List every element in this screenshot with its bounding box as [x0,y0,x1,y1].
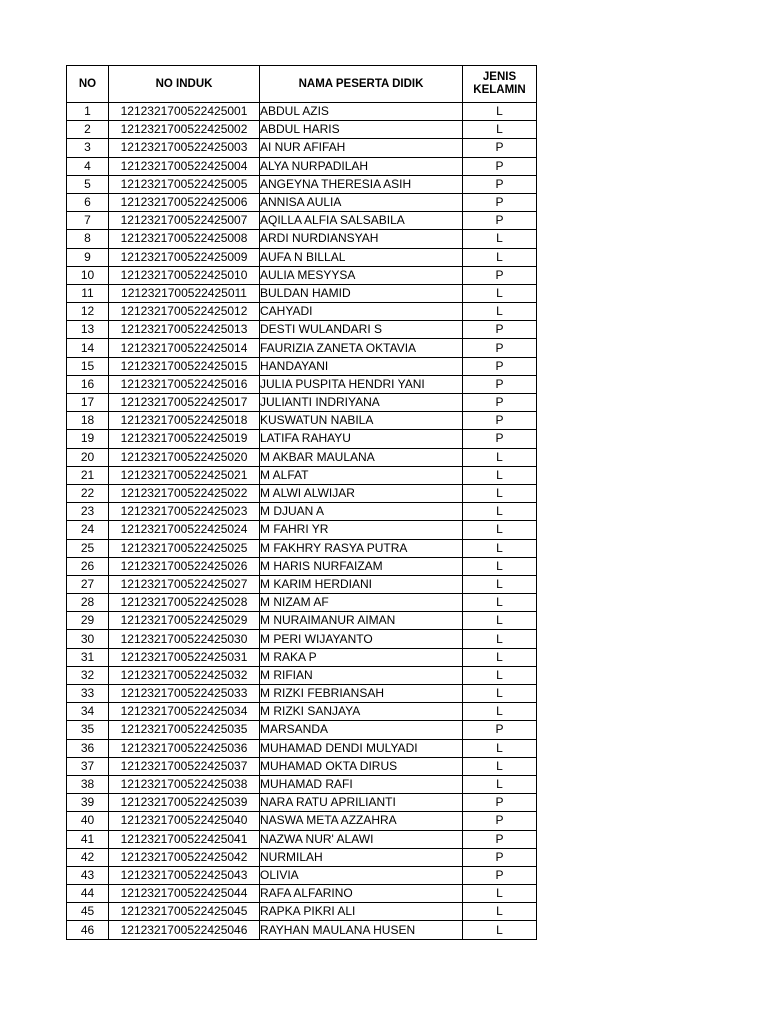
table-row [67,484,537,502]
cell-no-induk: 1212321700522425023 [109,503,260,521]
header-jenis-kelamin [463,66,537,103]
cell-no-induk: 1212321700522425022 [109,484,260,502]
cell-no-induk: 1212321700522425041 [109,830,260,848]
cell-nama: ANNISA AULIA [260,193,463,211]
cell-no: 21 [67,466,109,484]
cell-no-induk: 1212321700522425004 [109,157,260,175]
cell-no: 30 [67,630,109,648]
cell-no-induk: 1212321700522425017 [109,394,260,412]
cell-no-induk: 1212321700522425024 [109,521,260,539]
cell-no-induk: 1212321700522425010 [109,266,260,284]
cell-jenis-kelamin: L [463,539,537,557]
cell-nama: M KARIM HERDIANI [260,575,463,593]
cell-nama: M PERI WIJAYANTO [260,630,463,648]
header-row [67,66,537,103]
cell-no-induk: 1212321700522425002 [109,121,260,139]
cell-no-induk: 1212321700522425046 [109,921,260,939]
cell-jenis-kelamin: P [463,866,537,884]
cell-nama: OLIVIA [260,866,463,884]
cell-no: 44 [67,885,109,903]
cell-no: 41 [67,830,109,848]
cell-no-induk: 1212321700522425029 [109,612,260,630]
cell-no-induk: 1212321700522425030 [109,630,260,648]
cell-jenis-kelamin: L [463,921,537,939]
cell-jenis-kelamin: P [463,412,537,430]
cell-jenis-kelamin: P [463,721,537,739]
cell-nama: AI NUR AFIFAH [260,139,463,157]
cell-no: 39 [67,794,109,812]
cell-no-induk: 1212321700522425015 [109,357,260,375]
cell-jenis-kelamin: L [463,594,537,612]
table-row [67,521,537,539]
table-row [67,575,537,593]
cell-no-induk: 1212321700522425038 [109,775,260,793]
cell-jenis-kelamin: L [463,630,537,648]
cell-no-induk: 1212321700522425019 [109,430,260,448]
cell-nama: AUFA N BILLAL [260,248,463,266]
cell-jenis-kelamin: P [463,830,537,848]
cell-no: 36 [67,739,109,757]
cell-jenis-kelamin: L [463,557,537,575]
cell-jenis-kelamin: P [463,266,537,284]
cell-nama: ALYA NURPADILAH [260,157,463,175]
cell-no: 19 [67,430,109,448]
cell-jenis-kelamin: L [463,248,537,266]
cell-nama: M RAKA P [260,648,463,666]
table-row [67,921,537,939]
cell-nama: NAZWA NUR' ALAWI [260,830,463,848]
cell-nama: M NIZAM AF [260,594,463,612]
cell-no-induk: 1212321700522425018 [109,412,260,430]
cell-no-induk: 1212321700522425034 [109,703,260,721]
cell-jenis-kelamin: L [463,703,537,721]
cell-jenis-kelamin: L [463,284,537,302]
cell-nama: M HARIS NURFAIZAM [260,557,463,575]
cell-jenis-kelamin: L [463,466,537,484]
cell-jenis-kelamin: P [463,430,537,448]
cell-no-induk: 1212321700522425008 [109,230,260,248]
cell-no-induk: 1212321700522425037 [109,757,260,775]
table-row [67,539,537,557]
cell-no: 15 [67,357,109,375]
cell-no: 7 [67,212,109,230]
table-row [67,394,537,412]
cell-no: 38 [67,775,109,793]
cell-no-induk: 1212321700522425001 [109,103,260,121]
cell-no: 12 [67,303,109,321]
cell-jenis-kelamin: P [463,394,537,412]
cell-jenis-kelamin: L [463,648,537,666]
cell-nama: NASWA META AZZAHRA [260,812,463,830]
table-row [67,193,537,211]
cell-no-induk: 1212321700522425011 [109,284,260,302]
student-roster-table [66,65,537,940]
cell-no: 46 [67,921,109,939]
cell-jenis-kelamin: L [463,666,537,684]
cell-no-induk: 1212321700522425027 [109,575,260,593]
cell-nama: M NURAIMANUR AIMAN [260,612,463,630]
cell-jenis-kelamin: L [463,757,537,775]
cell-nama: NURMILAH [260,848,463,866]
table-row [67,284,537,302]
cell-jenis-kelamin: P [463,212,537,230]
cell-nama: NARA RATU APRILIANTI [260,794,463,812]
cell-no-induk: 1212321700522425032 [109,666,260,684]
header-jenis-kelamin-line2: KELAMIN [473,84,526,96]
cell-no-induk: 1212321700522425014 [109,339,260,357]
table-row [67,848,537,866]
cell-nama: MUHAMAD RAFI [260,775,463,793]
cell-jenis-kelamin: L [463,521,537,539]
table-row [67,412,537,430]
cell-jenis-kelamin: P [463,375,537,393]
cell-no: 22 [67,484,109,502]
table-row [67,830,537,848]
cell-jenis-kelamin: L [463,103,537,121]
table-row [67,339,537,357]
cell-nama: ANGEYNA THERESIA ASIH [260,175,463,193]
cell-no: 35 [67,721,109,739]
table-row [67,139,537,157]
cell-nama: ARDI NURDIANSYAH [260,230,463,248]
header-nama-peserta-didik: NAMA PESERTA DIDIK [260,66,463,103]
cell-no-induk: 1212321700522425036 [109,739,260,757]
cell-no: 16 [67,375,109,393]
table-row [67,430,537,448]
cell-jenis-kelamin: P [463,848,537,866]
cell-no: 14 [67,339,109,357]
cell-no-induk: 1212321700522425042 [109,848,260,866]
header-no-induk: NO INDUK [109,66,260,103]
table-row [67,321,537,339]
cell-no: 43 [67,866,109,884]
cell-nama: ABDUL AZIS [260,103,463,121]
table-row [67,757,537,775]
cell-no-induk: 1212321700522425028 [109,594,260,612]
cell-nama: M RIFIAN [260,666,463,684]
cell-no-induk: 1212321700522425040 [109,812,260,830]
cell-nama: MARSANDA [260,721,463,739]
cell-no: 9 [67,248,109,266]
cell-nama: HANDAYANI [260,357,463,375]
cell-no-induk: 1212321700522425043 [109,866,260,884]
cell-no-induk: 1212321700522425009 [109,248,260,266]
table-row [67,703,537,721]
cell-nama: M RIZKI SANJAYA [260,703,463,721]
cell-nama: M DJUAN A [260,503,463,521]
cell-jenis-kelamin: P [463,339,537,357]
cell-nama: M ALFAT [260,466,463,484]
cell-no-induk: 1212321700522425025 [109,539,260,557]
cell-nama: CAHYADI [260,303,463,321]
cell-no: 32 [67,666,109,684]
cell-no-induk: 1212321700522425006 [109,193,260,211]
table-header [67,66,537,103]
table-row [67,466,537,484]
table-row [67,648,537,666]
cell-jenis-kelamin: L [463,503,537,521]
cell-nama: DESTI WULANDARI S [260,321,463,339]
table-row [67,121,537,139]
cell-nama: JULIA PUSPITA HENDRI YANI [260,375,463,393]
table-row [67,375,537,393]
cell-no: 25 [67,539,109,557]
cell-nama: BULDAN HAMID [260,284,463,302]
cell-no: 13 [67,321,109,339]
cell-nama: RAFA ALFARINO [260,885,463,903]
table-row [67,175,537,193]
cell-no-induk: 1212321700522425035 [109,721,260,739]
table-row [67,794,537,812]
cell-no: 24 [67,521,109,539]
cell-no: 26 [67,557,109,575]
cell-jenis-kelamin: P [463,321,537,339]
table-row [67,594,537,612]
cell-no: 31 [67,648,109,666]
cell-nama: M FAKHRY RASYA PUTRA [260,539,463,557]
cell-no: 1 [67,103,109,121]
cell-no: 11 [67,284,109,302]
cell-nama: MUHAMAD OKTA DIRUS [260,757,463,775]
table-row [67,230,537,248]
cell-jenis-kelamin: L [463,484,537,502]
cell-jenis-kelamin: L [463,448,537,466]
cell-no: 18 [67,412,109,430]
cell-no-induk: 1212321700522425007 [109,212,260,230]
table-body [67,103,537,940]
table-row [67,721,537,739]
cell-no: 42 [67,848,109,866]
table-row [67,630,537,648]
table-row [67,866,537,884]
cell-no-induk: 1212321700522425033 [109,685,260,703]
header-jenis-kelamin-line1: JENIS [482,71,517,83]
cell-nama: M RIZKI FEBRIANSAH [260,685,463,703]
cell-nama: KUSWATUN NABILA [260,412,463,430]
cell-no: 17 [67,394,109,412]
table-row [67,248,537,266]
table-row [67,557,537,575]
table-row [67,612,537,630]
cell-nama: FAURIZIA ZANETA OKTAVIA [260,339,463,357]
cell-no: 5 [67,175,109,193]
cell-nama: ABDUL HARIS [260,121,463,139]
cell-nama: M FAHRI YR [260,521,463,539]
cell-no: 10 [67,266,109,284]
cell-jenis-kelamin: L [463,885,537,903]
cell-nama: M AKBAR MAULANA [260,448,463,466]
cell-jenis-kelamin: L [463,903,537,921]
table-row [67,903,537,921]
cell-no-induk: 1212321700522425016 [109,375,260,393]
cell-no-induk: 1212321700522425021 [109,466,260,484]
cell-nama: AQILLA ALFIA SALSABILA [260,212,463,230]
cell-nama: M ALWI ALWIJAR [260,484,463,502]
cell-jenis-kelamin: P [463,175,537,193]
cell-jenis-kelamin: L [463,575,537,593]
table-row [67,503,537,521]
cell-jenis-kelamin: L [463,121,537,139]
cell-nama: JULIANTI INDRIYANA [260,394,463,412]
cell-no: 6 [67,193,109,211]
table-row [67,357,537,375]
cell-no: 34 [67,703,109,721]
cell-no: 40 [67,812,109,830]
table-row [67,103,537,121]
cell-nama: MUHAMAD DENDI MULYADI [260,739,463,757]
cell-no: 3 [67,139,109,157]
cell-jenis-kelamin: L [463,612,537,630]
header-no: NO [67,66,109,103]
cell-no: 33 [67,685,109,703]
cell-no: 2 [67,121,109,139]
cell-no-induk: 1212321700522425039 [109,794,260,812]
cell-no-induk: 1212321700522425045 [109,903,260,921]
table-row [67,666,537,684]
table-row [67,448,537,466]
cell-nama: AULIA MESYYSA [260,266,463,284]
cell-jenis-kelamin: L [463,739,537,757]
cell-jenis-kelamin: P [463,193,537,211]
cell-no: 23 [67,503,109,521]
cell-no: 27 [67,575,109,593]
table-row [67,157,537,175]
cell-no: 37 [67,757,109,775]
table-row [67,685,537,703]
table-row [67,885,537,903]
cell-no-induk: 1212321700522425026 [109,557,260,575]
cell-jenis-kelamin: P [463,794,537,812]
cell-nama: LATIFA RAHAYU [260,430,463,448]
cell-jenis-kelamin: P [463,139,537,157]
cell-no: 8 [67,230,109,248]
cell-jenis-kelamin: P [463,157,537,175]
table-row [67,303,537,321]
cell-jenis-kelamin: L [463,685,537,703]
cell-no-induk: 1212321700522425005 [109,175,260,193]
cell-jenis-kelamin: L [463,775,537,793]
table-row [67,266,537,284]
cell-no-induk: 1212321700522425020 [109,448,260,466]
cell-no: 28 [67,594,109,612]
cell-no-induk: 1212321700522425012 [109,303,260,321]
cell-nama: RAYHAN MAULANA HUSEN [260,921,463,939]
table-row [67,775,537,793]
cell-no: 4 [67,157,109,175]
cell-no-induk: 1212321700522425031 [109,648,260,666]
cell-jenis-kelamin: L [463,303,537,321]
cell-no: 29 [67,612,109,630]
cell-jenis-kelamin: L [463,230,537,248]
table-row [67,739,537,757]
table-row [67,212,537,230]
cell-no-induk: 1212321700522425003 [109,139,260,157]
cell-nama: RAPKA PIKRI ALI [260,903,463,921]
cell-no: 45 [67,903,109,921]
cell-no: 20 [67,448,109,466]
cell-no-induk: 1212321700522425013 [109,321,260,339]
cell-no-induk: 1212321700522425044 [109,885,260,903]
cell-jenis-kelamin: P [463,357,537,375]
cell-jenis-kelamin: P [463,812,537,830]
table-row [67,812,537,830]
